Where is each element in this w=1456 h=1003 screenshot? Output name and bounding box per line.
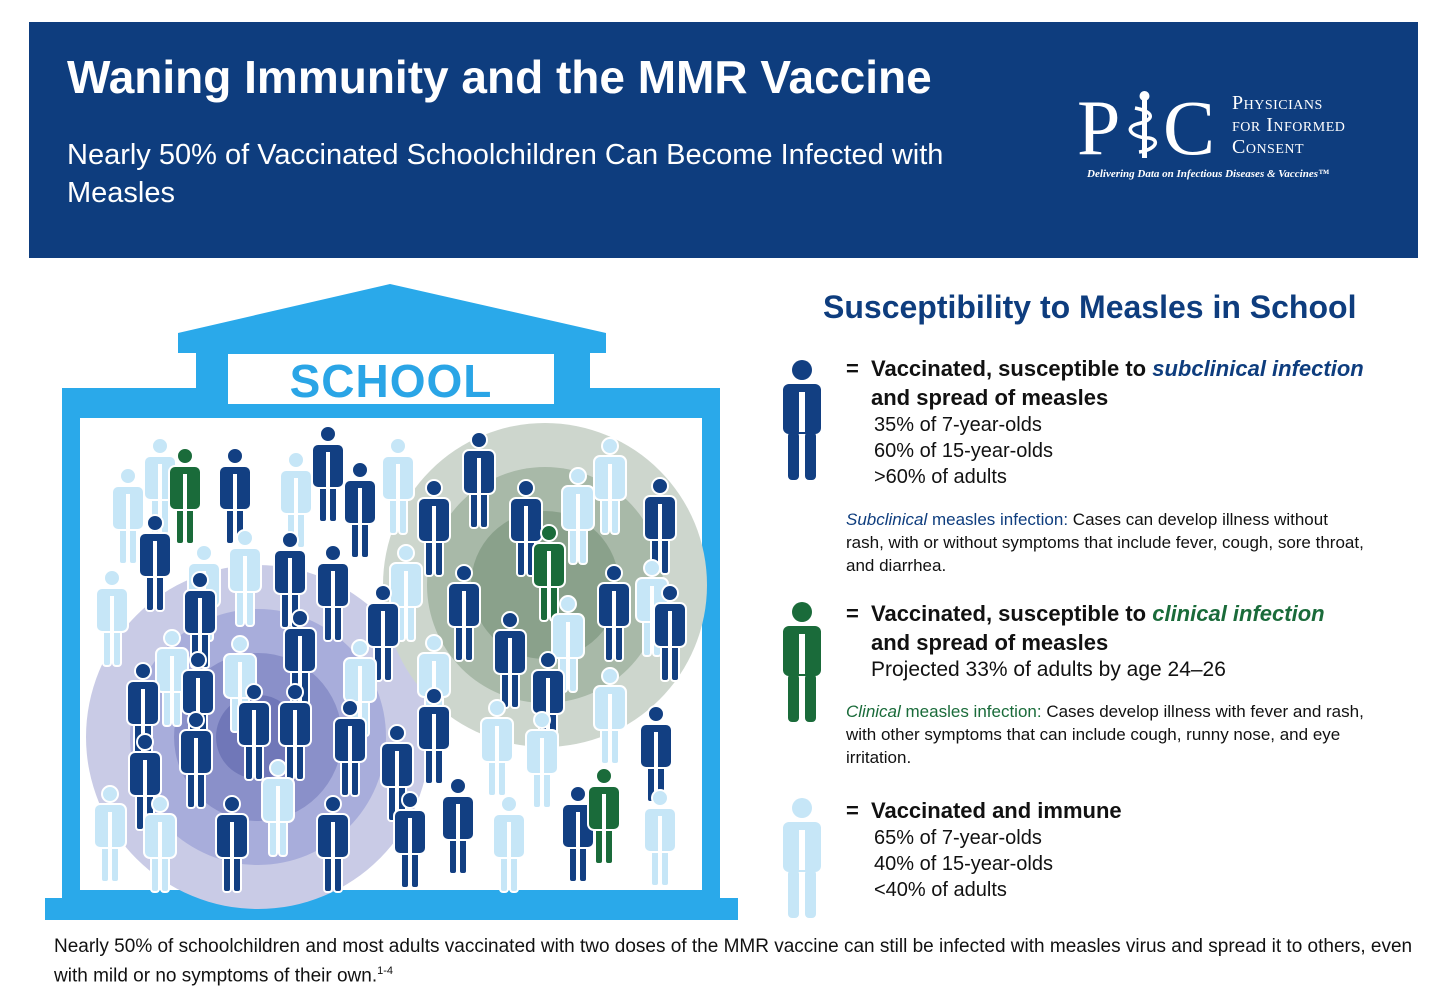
heading-emphasis: clinical infection — [1152, 601, 1325, 626]
logo-tagline: Delivering Data on Infectious Diseases & Vaccines™ — [1087, 168, 1329, 180]
svg-text:P: P — [1077, 88, 1121, 168]
subclinical-person-icon — [776, 358, 828, 484]
svg-text:C: C — [1163, 88, 1216, 168]
heading-emphasis: subclinical infection — [1152, 356, 1364, 381]
heading-prefix: Vaccinated, susceptible to — [871, 356, 1153, 381]
footer-text: Nearly 50% of schoolchildren and most adults vaccinated with two doses of the MMR vaccine can still be infected with measles virus and spread it to others, even with mild or no symptoms of their own. — [54, 936, 1413, 987]
equals-sign: = — [846, 798, 859, 823]
legend-subclinical-heading — [846, 354, 1364, 412]
logo-org-name — [1232, 92, 1345, 158]
logo-org-line2: for Informed — [1232, 114, 1346, 136]
stat-line: 40% of 15-year-olds — [874, 853, 1053, 875]
pic-logo — [1075, 88, 1385, 188]
definition-label: measles infection: — [900, 702, 1042, 721]
legend-clinical-heading — [846, 599, 1325, 657]
school-base — [45, 898, 738, 920]
stat-line: 65% of 7-year-olds — [874, 827, 1042, 849]
legend-immune-heading — [846, 796, 1122, 825]
heading-line2: and spread of measles — [871, 630, 1109, 655]
legend-title: Susceptibility to Measles in School — [823, 289, 1357, 325]
school-roof — [178, 284, 606, 333]
definition-term — [846, 702, 1042, 721]
definition-term-italic: Clinical — [846, 702, 901, 721]
subclinical-definition — [846, 508, 1366, 577]
school-illustration — [0, 0, 760, 930]
footer-references: 1-4 — [377, 965, 394, 977]
stat-line: 60% of 15-year-olds — [874, 440, 1053, 462]
school-sign-label: SCHOOL — [289, 355, 493, 407]
definition-text: Cases develop illness with fever and rash, with other symptoms that can include cough, runny nose, and eye irritation. — [846, 702, 1364, 767]
stat-line: <40% of adults — [874, 879, 1007, 901]
equals-sign: = — [846, 601, 859, 626]
stat-line: >60% of adults — [874, 466, 1007, 488]
legend-immune — [846, 796, 1122, 903]
heading-line2: and spread of measles — [871, 385, 1109, 410]
definition-term — [846, 510, 1068, 529]
definition-label: measles infection: — [927, 510, 1069, 529]
stat-line: Projected 33% of adults by age 24–26 — [871, 658, 1226, 681]
heading-text: Vaccinated and immune — [871, 798, 1122, 823]
stat-line: 35% of 7-year-olds — [874, 414, 1042, 436]
heading-prefix: Vaccinated, susceptible to — [871, 601, 1153, 626]
page-subtitle: Nearly 50% of Vaccinated Schoolchildren Can Become Infected with Measles — [67, 139, 944, 209]
logo-org-line1: Physicians — [1232, 92, 1323, 114]
legend-subclinical — [846, 354, 1364, 490]
clinical-person-icon — [776, 600, 828, 726]
immune-person-icon — [776, 796, 828, 922]
equals-sign: = — [846, 356, 859, 381]
clinical-definition — [846, 700, 1366, 769]
caduceus-logo-icon — [1075, 88, 1225, 168]
legend-clinical — [846, 599, 1325, 683]
logo-org-line3: Consent — [1232, 136, 1305, 158]
footer-note — [54, 934, 1414, 988]
definition-term-italic: Subclinical — [846, 510, 928, 529]
page-title: Waning Immunity and the MMR Vaccine — [67, 51, 932, 103]
definition-text: Cases can develop illness without rash, with or without symptoms that include fever, cough, sore throat, and diarrhea. — [846, 510, 1364, 575]
school-roof-beam — [178, 333, 606, 353]
